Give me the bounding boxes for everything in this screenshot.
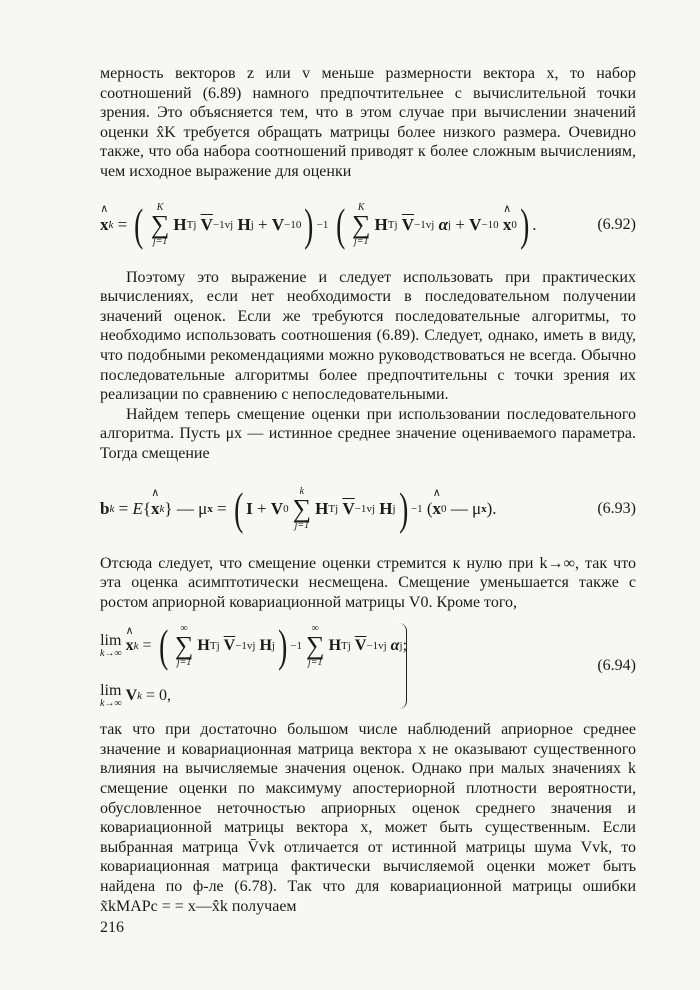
paragraph-1: мерность векторов z или v меньше размерности вектора x, то набор соотношений (6.89) намного предпочтительнее с вычислительной точки зрения. Это объясняется тем, что в этом случае при вычислении значений оценки x̂K требуется обращать матрицы более низкого размера. Очевидно также, что оба набора соотношений приводят к более сложным вычислениям, чем исходное выражение для оценки <box>100 65 636 180</box>
paragraph-4: Отсюда следует, что смещение оценки стремится к нулю при k→∞, так что эта оценка асимптотически несмещена. Смещение уменьшается также с ростом априорной ковариационной матрицы V0. Кроме того, <box>100 554 636 611</box>
paragraph-2: Поэтому это выражение и следует использовать при практических вычислениях, если нет необходимости в последовательном получении значений оценок. Если же требуются последовательные алгоритмы, то необходимо использовать соотношения (6.89). Следует, однако, иметь в виду, что подобными рекомендациями можно руководствоваться не всегда. Обычно последовательные алгоритмы более предпочтительны с точки зрения их реализации по сравнению с непоследовательными. <box>100 268 636 404</box>
equation-number: (6.92) <box>597 215 636 233</box>
paragraph-3: Найдем теперь смещение оценки при использовании последовательного алгоритма. Пусть μx — истинное среднее значение оцениваемого параметра. Тогда смещение <box>100 405 636 462</box>
equation-6-92: ∧ x k = ( K ∑ j=1 H T j $\overline{V}$ −1 vj H j + V −1 0 ) −1 ( K ∑ j=1 H T j $\overline{V}$ −1 vj α j + V −1 0 ∧ x 0 ) . (6.92) <box>100 182 636 268</box>
page-body <box>100 64 636 916</box>
system-brace <box>396 623 407 709</box>
paragraph-5: так что при достаточно большом числе наблюдений априорное среднее значение и ковариационная матрица вектора x не оказывают существенного влияния на вычисляемые значения оценок. Однако при малых значениях k смещение оценки по максимуму апостериорной плотности вероятности, обусловленное неточностью априорных оценок среднего значения и ковариационной матрицы вектора x, может быть существенным. Если выбранная матрица V̄vk отличается от истинной матрицы шума Vvk, то ковариационная матрица фактически вычисляемой оценки может быть найдена по ф-ле (6.78). Так что для ковариационной матрицы ошибки x̃kMAPc = = x—x̂k получаем <box>100 721 636 915</box>
equation-number: (6.94) <box>597 657 636 675</box>
equation-6-94: lim k→∞ ∧ x k = ( ∞ ∑ j=1 H T j $\overline{V}$ −1 vj H j ) −1 ∞ ∑ j=1 H T j $\overline{V}$ −1 vj α j ; lim k→∞ V k = 0, (6.94) <box>100 612 636 720</box>
equation-number: (6.93) <box>597 499 636 517</box>
equation-6-93: b k = E { ∧ x k } — μ x = ( I + V 0 k ∑ j=1 H T j $\overline{V}$ −1 vj H j ) −1 ( ∧ x 0 — μ x ). (6.93) <box>100 464 636 554</box>
page-number: 216 <box>100 919 124 936</box>
